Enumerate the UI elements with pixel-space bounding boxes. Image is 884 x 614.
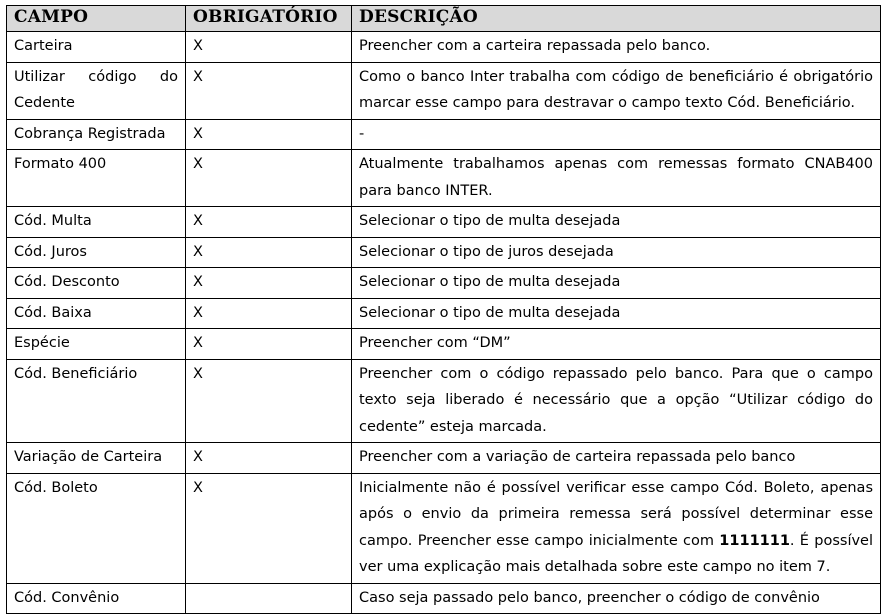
obrigatorio-cell: X — [186, 207, 352, 238]
table-row — [7, 359, 881, 443]
campo-cell: Cobrança Registrada — [7, 119, 186, 150]
table-row — [7, 329, 881, 360]
obrigatorio-cell: X — [186, 443, 352, 474]
table-row — [7, 268, 881, 299]
obrigatorio-cell: X — [186, 32, 352, 63]
descricao-text: . É possível ver uma explicação mais detalhada sobre este campo no item 7. — [359, 532, 873, 575]
descricao-cell: Selecionar o tipo de juros desejada — [352, 237, 881, 268]
obrigatorio-cell: X — [186, 62, 352, 119]
descricao-cell: Preencher com a carteira repassada pelo banco. — [352, 32, 881, 63]
obrigatorio-cell: X — [186, 237, 352, 268]
obrigatorio-cell — [186, 583, 352, 614]
descricao-cell: Selecionar o tipo de multa desejada — [352, 207, 881, 238]
header-obrigatorio: OBRIGATÓRIO — [186, 6, 352, 32]
obrigatorio-cell: X — [186, 473, 352, 583]
table-row — [7, 298, 881, 329]
header-descricao: DESCRIÇÃO — [352, 6, 881, 32]
obrigatorio-cell: X — [186, 119, 352, 150]
descricao-cell — [352, 473, 881, 583]
obrigatorio-cell: X — [186, 329, 352, 360]
table-row — [7, 150, 881, 207]
table-row — [7, 207, 881, 238]
table-row — [7, 583, 881, 614]
obrigatorio-cell: X — [186, 268, 352, 299]
descricao-cell: Preencher com “DM” — [352, 329, 881, 360]
table-row — [7, 62, 881, 119]
campo-cell: Carteira — [7, 32, 186, 63]
obrigatorio-cell: X — [186, 359, 352, 443]
campo-cell: Utilizar código do Cedente — [7, 62, 186, 119]
campo-cell: Cód. Boleto — [7, 473, 186, 583]
header-campo: CAMPO — [7, 6, 186, 32]
fields-table — [6, 5, 881, 614]
campo-cell: Cód. Juros — [7, 237, 186, 268]
table-row — [7, 119, 881, 150]
boleto-code-value: 1111111 — [719, 532, 790, 549]
campo-cell: Espécie — [7, 329, 186, 360]
campo-cell: Cód. Baixa — [7, 298, 186, 329]
obrigatorio-cell: X — [186, 298, 352, 329]
table-row — [7, 237, 881, 268]
campo-cell: Cód. Desconto — [7, 268, 186, 299]
descricao-cell: Preencher com a variação de carteira repassada pelo banco — [352, 443, 881, 474]
descricao-text: Inicialmente não é possível verificar esse campo Cód. Boleto, apenas após o envio da primeira remessa será possível determinar esse campo. Preencher esse campo inicialmente com — [359, 479, 873, 549]
campo-cell: Cód. Beneficiário — [7, 359, 186, 443]
table-row — [7, 443, 881, 474]
descricao-cell: Selecionar o tipo de multa desejada — [352, 298, 881, 329]
descricao-cell: Preencher com o código repassado pelo banco. Para que o campo texto seja liberado é necessário que a opção “Utilizar código do cedente” esteja marcada. — [352, 359, 881, 443]
campo-cell: Formato 400 — [7, 150, 186, 207]
campo-cell: Cód. Convênio — [7, 583, 186, 614]
obrigatorio-cell: X — [186, 150, 352, 207]
table-row — [7, 473, 881, 583]
descricao-cell: Selecionar o tipo de multa desejada — [352, 268, 881, 299]
descricao-cell: Caso seja passado pelo banco, preencher o código de convênio — [352, 583, 881, 614]
header-row — [7, 6, 881, 32]
campo-cell: Variação de Carteira — [7, 443, 186, 474]
descricao-cell: - — [352, 119, 881, 150]
descricao-cell: Atualmente trabalhamos apenas com remessas formato CNAB400 para banco INTER. — [352, 150, 881, 207]
campo-cell: Cód. Multa — [7, 207, 186, 238]
table-row — [7, 32, 881, 63]
descricao-cell: Como o banco Inter trabalha com código de beneficiário é obrigatório marcar esse campo para destravar o campo texto Cód. Beneficiário. — [352, 62, 881, 119]
